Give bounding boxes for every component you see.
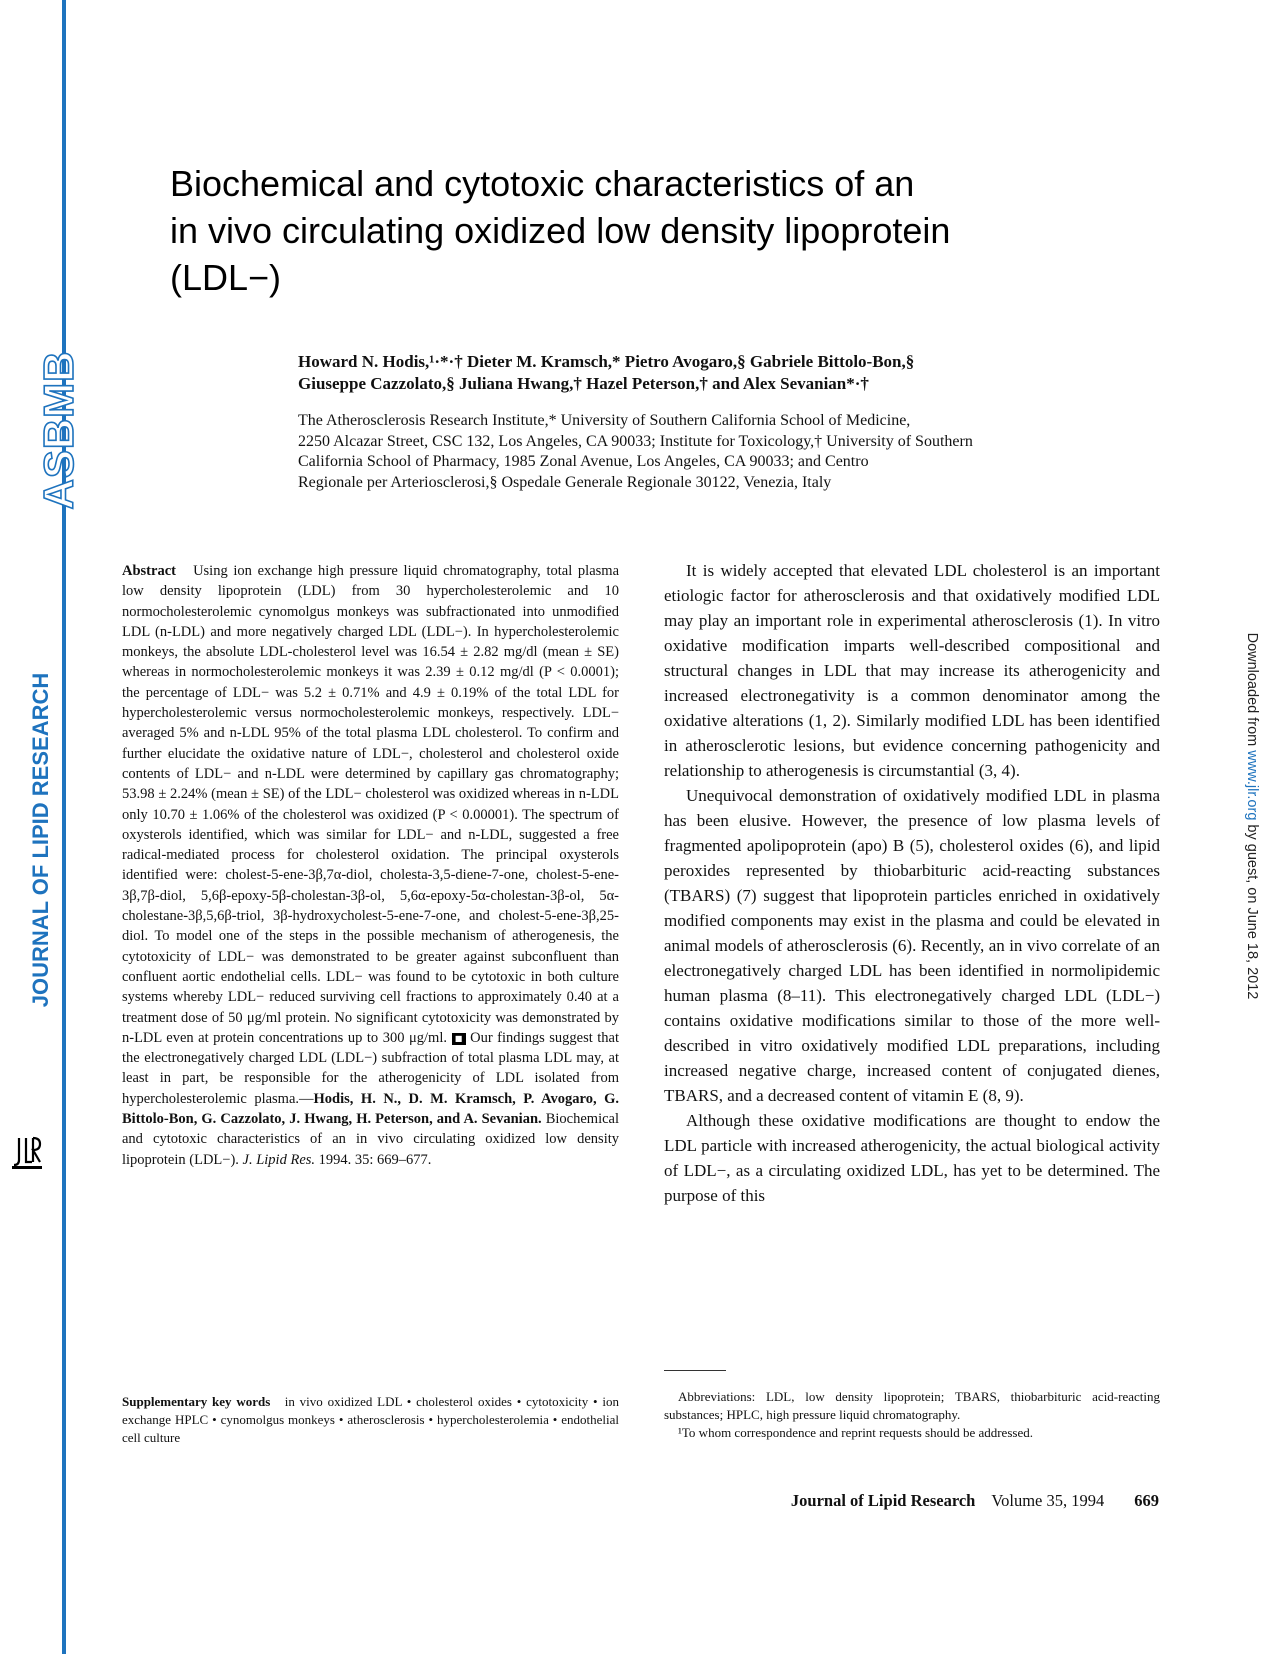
jlr-website-link[interactable]: www.jlr.org: [1244, 750, 1260, 821]
article-title: [170, 160, 1130, 301]
supplementary-material-icon[interactable]: ■: [452, 1033, 466, 1045]
citation-reference: 1994. 35: 669–677.: [318, 1151, 432, 1168]
key-words-label: Supplementary key words: [122, 1394, 271, 1409]
title-line: in vivo circulating oxidized low density lipoprotein: [170, 210, 951, 251]
citation-journal: J. Lipid Res.: [242, 1151, 316, 1168]
author-line: Howard N. Hodis,¹·*·† Dieter M. Kramsch,* Pietro Avogaro,§ Gabriele Bittolo-Bon,§: [298, 352, 915, 371]
author-line: Giuseppe Cazzolato,§ Juliana Hwang,† Hazel Peterson,† and Alex Sevanian*·†: [298, 374, 869, 393]
footnotes: [664, 1388, 1160, 1442]
journal-name-vertical: JOURNAL OF LIPID RESEARCH: [28, 672, 53, 1008]
footnote-abbreviations: Abbreviations: LDL, low density lipoprotein; TBARS, thiobarbituric acid-reacting substances; HPLC, high pressure liquid chromatography.: [664, 1389, 1160, 1422]
affiliation-line: 2250 Alcazar Street, CSC 132, Los Angeles, CA 90033; Institute for Toxicology,† University of Southern: [298, 432, 973, 450]
abstract-conclusion: Our findings suggest that the electronegatively charged LDL (LDL−) subfraction of total plasma LDL may, at least in part, be responsible for the atherogenicity of LDL isolated from hypercholesterolemic plasma.—: [122, 1029, 620, 1107]
jlr-logo-icon: [12, 1136, 42, 1170]
title-line: Biochemical and cytotoxic characteristics of an: [170, 163, 915, 204]
key-words-text: in vivo oxidized LDL • cholesterol oxides • cytotoxicity • ion exchange HPLC • cynomolgus monkeys • atherosclerosis • hypercholesterolemia • endothelial cell culture: [122, 1394, 619, 1445]
affiliations: [298, 411, 1168, 493]
affiliation-line: The Atherosclerosis Research Institute,* University of Southern California School of Medicine,: [298, 412, 911, 429]
footnote-correspondence: ¹To whom correspondence and reprint requests should be addressed.: [678, 1425, 1033, 1440]
footer-journal: Journal of Lipid Research: [790, 1491, 976, 1510]
abstract: [122, 561, 619, 1170]
key-words: [122, 1393, 619, 1447]
page-footer: [0, 1491, 1159, 1511]
journal-margin-rule: [62, 0, 66, 1654]
intro-paragraph: Although these oxidative modifications are thought to endow the LDL particle with increased atherogenicity, the actual biological activity of LDL−, as a circulating oxidized LDL, has yet to be determined. The purpose of this: [664, 1111, 1160, 1205]
page-number: 669: [1134, 1491, 1159, 1510]
footer-volume: Volume 35, 1994: [991, 1491, 1105, 1510]
title-line: (LDL−): [170, 257, 282, 298]
author-list: [298, 351, 1138, 395]
affiliation-line: Regionale per Arteriosclerosi,§ Ospedale Generale Regionale 30122, Venezia, Italy: [298, 473, 832, 491]
affiliation-line: California School of Pharmacy, 1985 Zonal Avenue, Los Angeles, CA 90033; and Centro: [298, 453, 869, 470]
abstract-body: Using ion exchange high pressure liquid chromatography, total plasma low density lipoprotein (LDL) from 30 hypercholesterolemic and 10 normocholesterolemic cynomolgus monkeys was subfractionated into unmodified LDL (n-LDL) and more negatively charged LDL (LDL−). In hypercholesterolemic monkeys, the absolute LDL-cholesterol level was 16.54 ± 2.82 mg/dl (mean ± SE) whereas in normocholesterolemic monkeys it was 2.39 ± 0.12 mg/dl (P < 0.0001); the percentage of LDL− was 5.2 ± 0.71% and 4.9 ± 0.19% of the total LDL for hypercholesterolemic versus normocholesterolemic monkeys, respectively. LDL− averaged 5% and n-LDL 95% of the total plasma LDL cholesterol. To confirm and further elucidate the oxidative nature of LDL−, cholesterol and cholesterol oxide contents of LDL− and n-LDL were determined by capillary gas chromatography; 53.98 ± 2.24% (mean ± SE) of the LDL− cholesterol was oxidized whereas in n-LDL only 10.70 ± 1.06% of the cholesterol was oxidized (P < 0.00001). The spectrum of oxysterols identified, which was similar for LDL− and n-LDL, suggested a free radical-mediated process for cholesterol oxidation. The principal oxysterols identified were: cholest-5-ene-3β,7α-diol, cholesta-3,5-diene-7-one, cholest-5-ene-3β,7β-diol, 5,6β-epoxy-5β-cholestan-3β-ol, 5,6α-epoxy-5α-cholestan-3β-ol, 5α-cholestane-3β,5,6β-triol, 3β-hydroxycholest-5-ene-7-one, and cholest-5-ene-3β,25-diol. To model one of the steps in the possible mechanism of atherogenesis, the cytotoxicity of LDL− was demonstrated to be greater against subconfluent than confluent aortic endothelial cells. LDL− was found to be cytotoxic in both culture systems whereby LDL− reduced surviving cell fractions to approximately 0.40 at a treatment dose of 50 μg/ml protein. No significant cytotoxicity was demonstrated by n-LDL even at protein concentrations up to 300 μg/ml.: [122, 563, 619, 1046]
download-prefix: Downloaded from: [1244, 632, 1260, 751]
citation-title: Biochemical and cytotoxic characteristics of an in vivo circulating oxidized low density lipoprotein (LDL−).: [122, 1111, 620, 1168]
intro-paragraph: Unequivocal demonstration of oxidatively modified LDL in plasma has been elusive. However, the presence of low plasma levels of fragmented apolipoprotein (apo) B (5), cholesterol oxides (6), and lipid peroxides represented by thiobarbituric acid-reacting substances (TBARS) (7) suggest that lipoprotein particles enriched in oxidatively modified components may exist in the plasma and could be elevated in animal models of atherosclerosis (6). Recently, an in vivo correlate of an electronegatively charged LDL has been identified in normolipidemic human plasma (8–11). This electronegatively charged LDL (LDL−) contains oxidative modifications similar to those of the more well-described in vitro oxidatively modified LDL preparations, including increased negative charge, increased content of conjugated dienes, TBARS, and a decreased content of vitamin E (8, 9).: [664, 786, 1160, 1105]
asbmb-logo: ASBMB: [35, 350, 82, 510]
abstract-label: Abstract: [122, 563, 176, 579]
download-suffix: by guest, on June 18, 2012: [1244, 820, 1260, 1000]
download-notice: [1240, 606, 1264, 1026]
intro-paragraph: It is widely accepted that elevated LDL cholesterol is an important etiologic factor for atherosclerosis and that oxidatively modified LDL may play an important role in experimental atherosclerosis (1). In vitro oxidative modification imparts well-described compositional and structural changes in LDL that may increase its atherogenicity and increased electronegativity is a common denominator among the oxidative alterations (1, 2). Similarly modified LDL has been identified in atherosclerotic lesions, but evidence concerning pathogenicity and relationship to atherogenesis is circumstantial (3, 4).: [664, 561, 1160, 780]
footnote-divider: [664, 1370, 726, 1371]
introduction: [664, 558, 1160, 1208]
citation-authors: Hodis, H. N., D. M. Kramsch, P. Avogaro, G. Bittolo-Bon, G. Cazzolato, J. Hwang, H. Peterson, and A. Sevanian.: [122, 1090, 619, 1128]
